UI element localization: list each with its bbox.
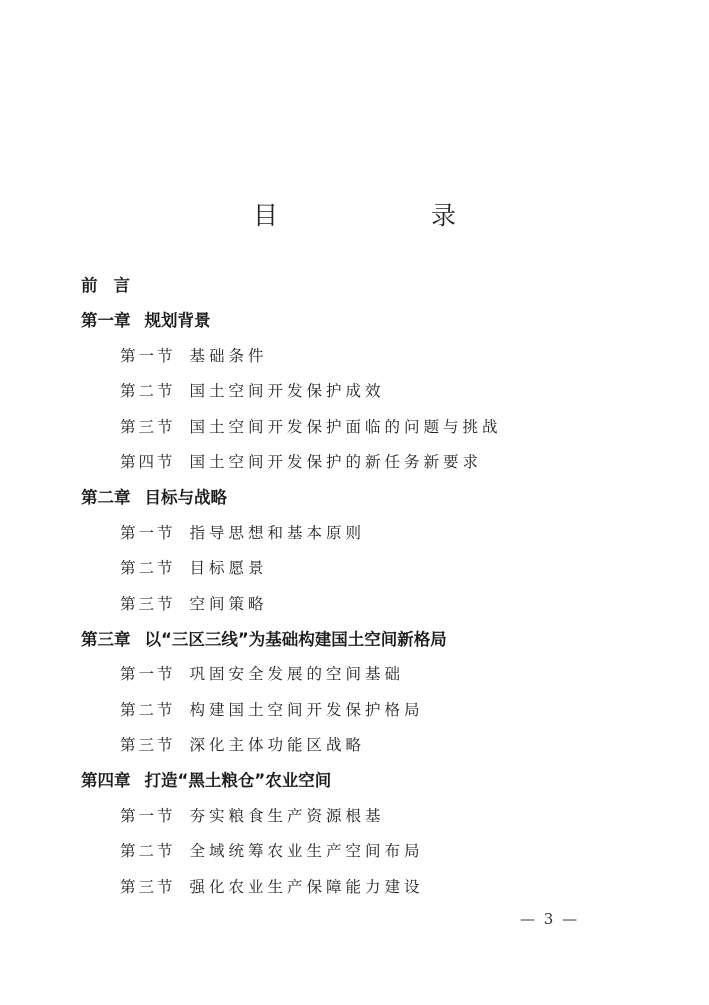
section-title: 巩固安全发展的空间基础 (189, 665, 405, 684)
section-number: 第二节 (120, 559, 176, 578)
section-number: 第三节 (120, 877, 176, 896)
section-title: 国土空间开发保护面临的问题与挑战 (189, 417, 502, 436)
table-of-contents (0, 268, 709, 905)
toc-section-entry[interactable] (0, 410, 709, 445)
toc-section-entry[interactable] (0, 834, 709, 869)
section-title: 基础条件 (189, 346, 268, 365)
section-number: 第一节 (120, 346, 176, 365)
chapter-title: 目标与战略 (144, 488, 227, 508)
chapter-number: 第四章 (81, 771, 131, 791)
toc-chapter-entry[interactable] (0, 622, 709, 657)
section-title: 夯实粮食生产资源根基 (189, 806, 385, 825)
toc-section-entry[interactable] (0, 516, 709, 551)
chapter-number: 第一章 (81, 311, 131, 331)
section-number: 第一节 (120, 806, 176, 825)
section-number: 第二节 (120, 382, 176, 401)
section-number: 第一节 (120, 523, 176, 542)
section-title: 深化主体功能区战略 (189, 736, 366, 755)
toc-section-entry[interactable] (0, 551, 709, 586)
toc-chapter-entry[interactable] (0, 268, 709, 303)
chapter-number: 第二章 (81, 488, 131, 508)
section-number: 第三节 (120, 736, 176, 755)
section-title: 强化农业生产保障能力建设 (189, 877, 424, 896)
chapter-number: 第三章 (81, 629, 131, 649)
section-title: 国土空间开发保护成效 (189, 382, 385, 401)
chapter-number: 前言 (81, 276, 146, 295)
toc-section-entry[interactable] (0, 657, 709, 692)
section-title: 目标愿景 (189, 559, 268, 578)
toc-section-entry[interactable] (0, 728, 709, 763)
section-number: 第一节 (120, 665, 176, 684)
section-title: 指导思想和基本原则 (189, 523, 366, 542)
toc-section-entry[interactable] (0, 870, 709, 905)
toc-chapter-entry[interactable] (0, 303, 709, 338)
toc-section-entry[interactable] (0, 799, 709, 834)
toc-heading: 目 录 (252, 201, 520, 230)
section-title: 国土空间开发保护的新任务新要求 (189, 452, 483, 471)
toc-section-entry[interactable] (0, 445, 709, 480)
chapter-title: 打造“黑土粮仓”农业空间 (144, 771, 332, 791)
section-title: 空间策略 (189, 594, 268, 613)
section-number: 第二节 (120, 842, 176, 861)
chapter-title: 规划背景 (144, 311, 211, 331)
section-title: 构建国土空间开发保护格局 (189, 700, 424, 719)
toc-section-entry[interactable] (0, 587, 709, 622)
page-number: — 3 — (520, 910, 580, 928)
toc-chapter-entry[interactable] (0, 480, 709, 515)
toc-section-entry[interactable] (0, 693, 709, 728)
section-number: 第三节 (120, 417, 176, 436)
chapter-title: 以“三区三线”为基础构建国土空间新格局 (144, 629, 447, 649)
toc-section-entry[interactable] (0, 374, 709, 409)
toc-section-entry[interactable] (0, 339, 709, 374)
section-number: 第二节 (120, 700, 176, 719)
section-number: 第四节 (120, 452, 176, 471)
section-number: 第三节 (120, 594, 176, 613)
section-title: 全域统筹农业生产空间布局 (189, 842, 424, 861)
toc-chapter-entry[interactable] (0, 763, 709, 798)
